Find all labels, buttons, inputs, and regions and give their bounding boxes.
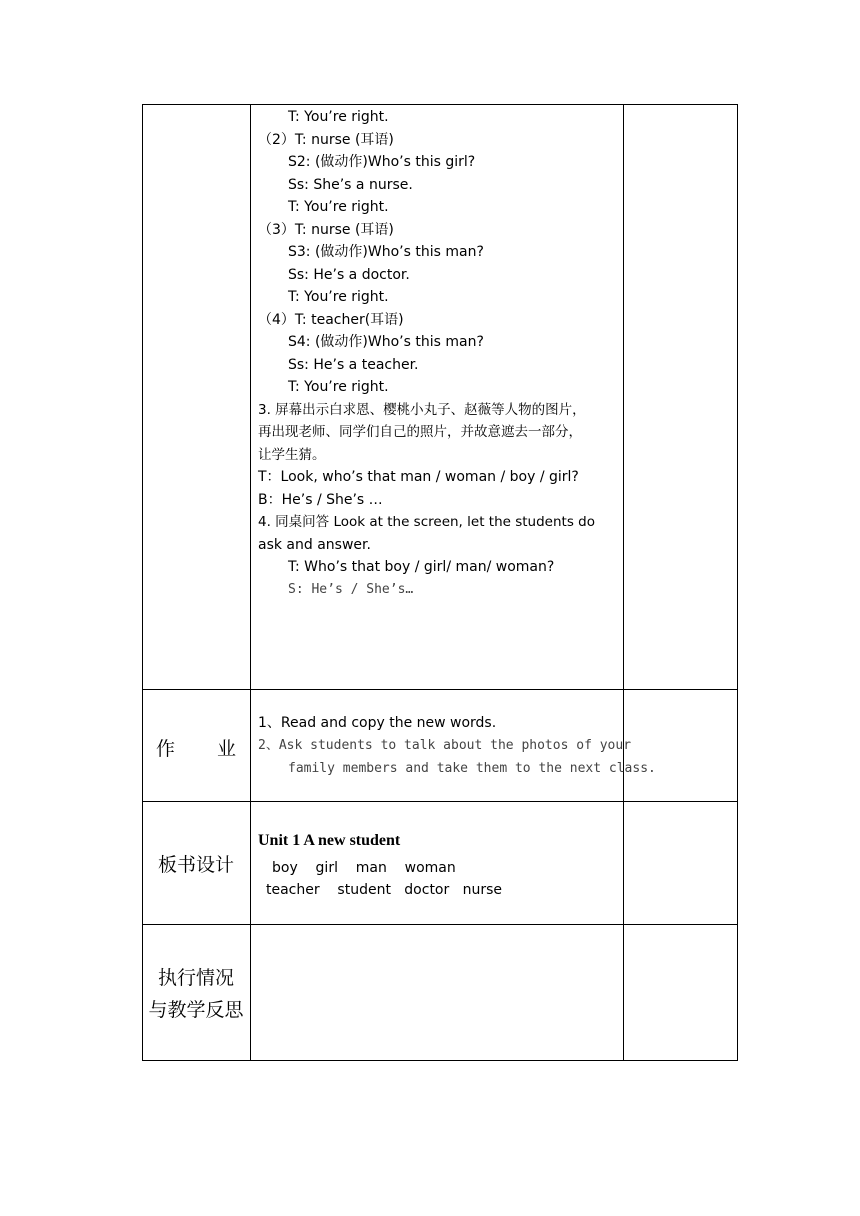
process-line: Ss: He’s a doctor. xyxy=(288,267,410,283)
process-line: S: He’s / She’s… xyxy=(288,582,414,597)
board-words-row: boy girl man woman xyxy=(272,860,456,876)
process-line: T: Who’s that boy / girl/ man/ woman? xyxy=(288,559,555,575)
board-label: 板书设计 xyxy=(157,854,234,876)
process-line: ask and answer. xyxy=(258,537,371,553)
reflection-label-line1: 执行情况 xyxy=(157,967,234,989)
process-line: 3. 屏幕出示白求恩、樱桃小丸子、赵薇等人物的图片， xyxy=(258,402,586,418)
process-line: T: You’re right. xyxy=(288,289,389,305)
homework-cell xyxy=(258,690,656,801)
process-line: （3）T: nurse (耳语) xyxy=(258,222,394,238)
process-line: T: You’re right. xyxy=(288,109,389,125)
table-border-bottom xyxy=(142,1060,738,1061)
homework-line: 1、Read and copy the new words. xyxy=(258,715,497,731)
board-cell xyxy=(258,802,620,924)
process-line: 让学生猜。 xyxy=(258,447,326,463)
board-label-cell xyxy=(142,802,250,924)
process-line: B：He’s / She’s … xyxy=(258,492,383,508)
homework-line: family members and take them to the next class. xyxy=(288,761,656,776)
column-divider xyxy=(623,104,624,1061)
process-line: Ss: He’s a teacher. xyxy=(288,357,419,373)
column-divider xyxy=(250,104,251,1061)
process-line: （4）T: teacher(耳语) xyxy=(258,312,404,328)
process-line: T: You’re right. xyxy=(288,199,389,215)
process-line: S3: (做动作)Who’s this man? xyxy=(288,244,484,260)
process-line: 4. 同桌问答 Look at the screen, let the students do xyxy=(258,514,595,530)
process-line: Ss: She’s a nurse. xyxy=(288,177,413,193)
lesson-plan-table xyxy=(142,104,738,1061)
reflection-label-cell xyxy=(142,925,250,1060)
process-line: 再出现老师、同学们自己的照片，并故意遮去一部分， xyxy=(258,424,582,440)
board-title: Unit 1 A new student xyxy=(258,832,401,849)
process-cell xyxy=(258,104,620,689)
homework-label-left: 作 xyxy=(156,738,176,760)
process-line: T：Look, who’s that man / woman / boy / girl? xyxy=(258,469,579,485)
reflection-label-line2: 与教学反思 xyxy=(148,999,244,1021)
process-line: T: You’re right. xyxy=(288,379,389,395)
homework-line: 2、Ask students to talk about the photos of your xyxy=(258,738,632,753)
table-border-right xyxy=(737,104,738,1061)
process-line: S2: (做动作)Who’s this girl? xyxy=(288,154,476,170)
homework-label-cell xyxy=(142,690,250,801)
homework-label-right: 业 xyxy=(217,738,237,760)
process-line: S4: (做动作)Who’s this man? xyxy=(288,334,484,350)
process-line: （2）T: nurse (耳语) xyxy=(258,132,394,148)
board-words-row: teacher student doctor nurse xyxy=(266,882,503,898)
